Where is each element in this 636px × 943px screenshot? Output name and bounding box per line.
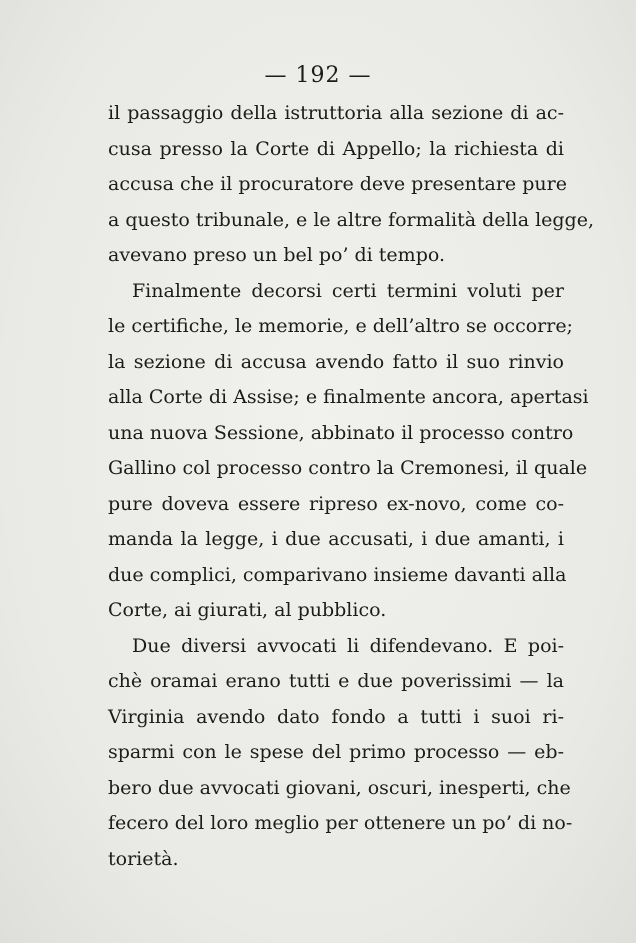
body-text (108, 96, 594, 877)
text-line: la sezione di accusa avendo fatto il suo rinvio (108, 350, 564, 373)
text-line: alla Corte di Assise; e finalmente ancora, apertasi (108, 386, 589, 408)
page-number: — 192 — (264, 63, 372, 88)
text-line: Corte, ai giurati, al pubblico. (108, 599, 387, 621)
text-line: il passaggio della istruttoria alla sezione di ac- (108, 102, 564, 124)
text-line: pure doveva essere ripreso ex-novo, come co- (108, 492, 564, 515)
text-line: a questo tribunale, e le altre formalità della legge, (108, 208, 594, 231)
text-line: bero due avvocati giovani, oscuri, inesperti, che (108, 776, 571, 799)
text-line: sparmi con le spese del primo processo — eb- (108, 741, 564, 763)
text-line: fecero del loro meglio per ottenere un po’ di no- (108, 812, 573, 834)
text-line: Due diversi avvocati li difendevano. E poi- (132, 634, 564, 657)
text-line: chè oramai erano tutti e due poverissimi — la (108, 670, 564, 692)
text-line: Virginia avendo dato fondo a tutti i suoi ri- (108, 705, 564, 728)
text-line: torietà. (108, 847, 179, 870)
text-line: una nuova Sessione, abbinato il processo contro (108, 421, 574, 444)
text-line: accusa che il procuratore deve presentare pure (108, 173, 567, 195)
text-line: due complici, comparivano insieme davanti alla (108, 563, 567, 586)
text-line: avevano preso un bel po’ di tempo. (108, 244, 445, 266)
text-line: le certifiche, le memorie, e dell’altro se occorre; (108, 315, 573, 337)
text-line: cusa presso la Corte di Appello; la richiesta di (108, 137, 564, 160)
text-line: Gallino col processo contro la Cremonesi, il quale (108, 457, 588, 479)
text-line: manda la legge, i due accusati, i due amanti, i (108, 528, 564, 550)
text-line: Finalmente decorsi certi termini voluti per (132, 279, 564, 302)
